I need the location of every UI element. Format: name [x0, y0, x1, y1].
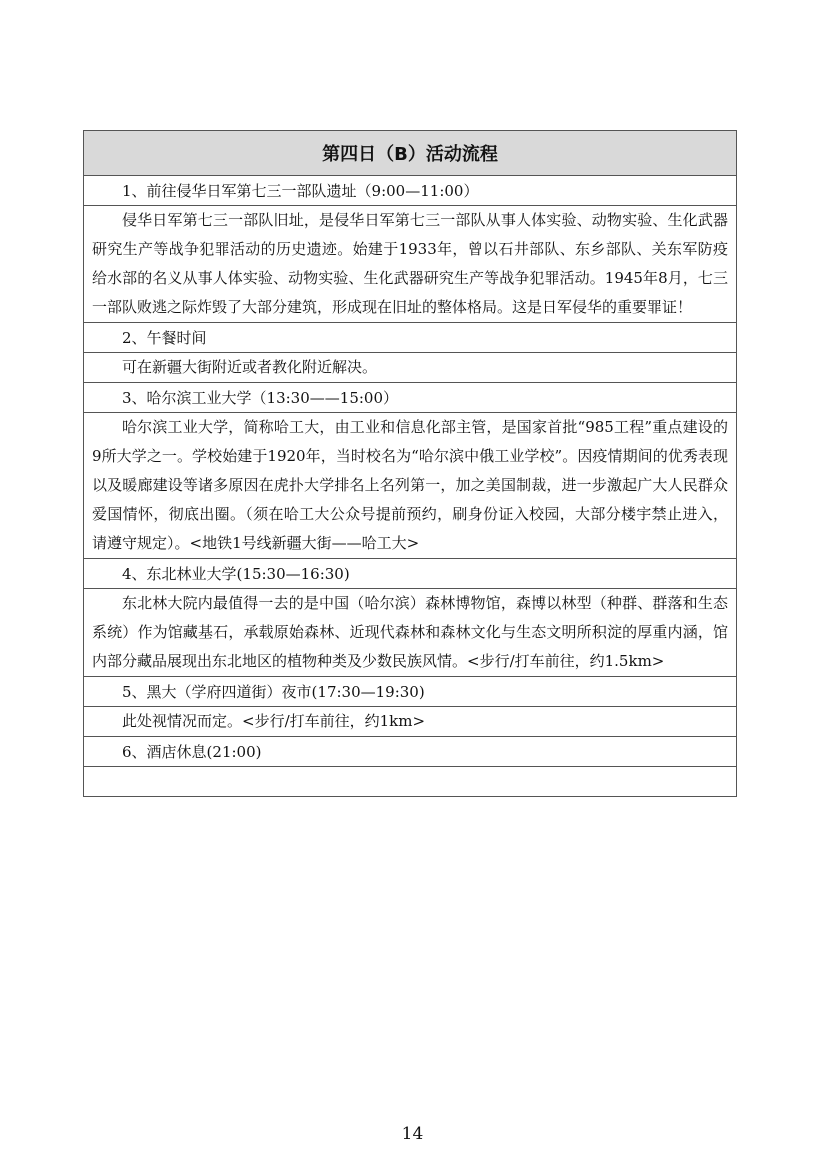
page-number: 14	[401, 1124, 424, 1144]
empty-row-cell	[84, 767, 737, 797]
item-description-hit: 哈尔滨工业大学，简称哈工大，由工业和信息化部主管，是国家首批“985工程”重点建设的9所大学之一。学校始建于1920年，当时校名为“哈尔滨中俄工业学校”。因疫情期间的优秀表现以及暖廊建设等诸多原因在虎扑大学排名上名列第一，加之美国制裁，进一步激起广大人民群众爱国情怀，彻底出圈。（须在哈工大公众号提前预约，刷身份证入校园，大部分楼宇禁止进入，请遵守规定）。<地铁1号线新疆大街——哈工大>	[84, 413, 737, 559]
item-heading-731-site: 1、前往侵华日军第七三一部队遗址（9:00—11:00）	[84, 176, 737, 206]
item-description-night-market: 此处视情况而定。<步行/打车前往，约1km>	[84, 707, 737, 737]
table-row	[84, 677, 737, 707]
item-heading-hotel: 6、酒店休息(21:00)	[84, 737, 737, 767]
item-description-nefu: 东北林大院内最值得一去的是中国（哈尔滨）森林博物馆，森博以林型（种群、群落和生态系统）作为馆藏基石，承载原始森林、近现代森林和森林文化与生态文明所积淀的厚重内涵，馆内部分藏品展现出东北地区的植物种类及少数民族风情。<步行/打车前往，约1.5km>	[84, 589, 737, 677]
item-heading-lunch: 2、午餐时间	[84, 323, 737, 353]
table-row	[84, 176, 737, 206]
table-row	[84, 353, 737, 383]
table-row	[84, 559, 737, 589]
item-heading-night-market: 5、黑大（学府四道街）夜市(17:30—19:30)	[84, 677, 737, 707]
table-row	[84, 767, 737, 797]
table-row	[84, 323, 737, 353]
table-row	[84, 589, 737, 677]
item-heading-hit: 3、哈尔滨工业大学（13:30——15:00）	[84, 383, 737, 413]
table-row	[84, 206, 737, 323]
table-title-row	[84, 131, 737, 176]
table-row	[84, 737, 737, 767]
item-description-lunch: 可在新疆大街附近或者教化附近解决。	[84, 353, 737, 383]
itinerary-table	[83, 130, 737, 797]
table-row	[84, 413, 737, 559]
table-row	[84, 383, 737, 413]
item-description-731-site: 侵华日军第七三一部队旧址，是侵华日军第七三一部队从事人体实验、动物实验、生化武器研究生产等战争犯罪活动的历史遗迹。始建于1933年，曾以石井部队、东乡部队、关东军防疫给水部的名义从事人体实验、动物实验、生化武器研究生产等战争犯罪活动。1945年8月，七三一部队败逃之际炸毁了大部分建筑，形成现在旧址的整体格局。这是日军侵华的重要罪证！	[84, 206, 737, 323]
table-row	[84, 707, 737, 737]
table-title: 第四日（B）活动流程	[84, 131, 737, 176]
item-heading-nefu: 4、东北林业大学(15:30—16:30)	[84, 559, 737, 589]
